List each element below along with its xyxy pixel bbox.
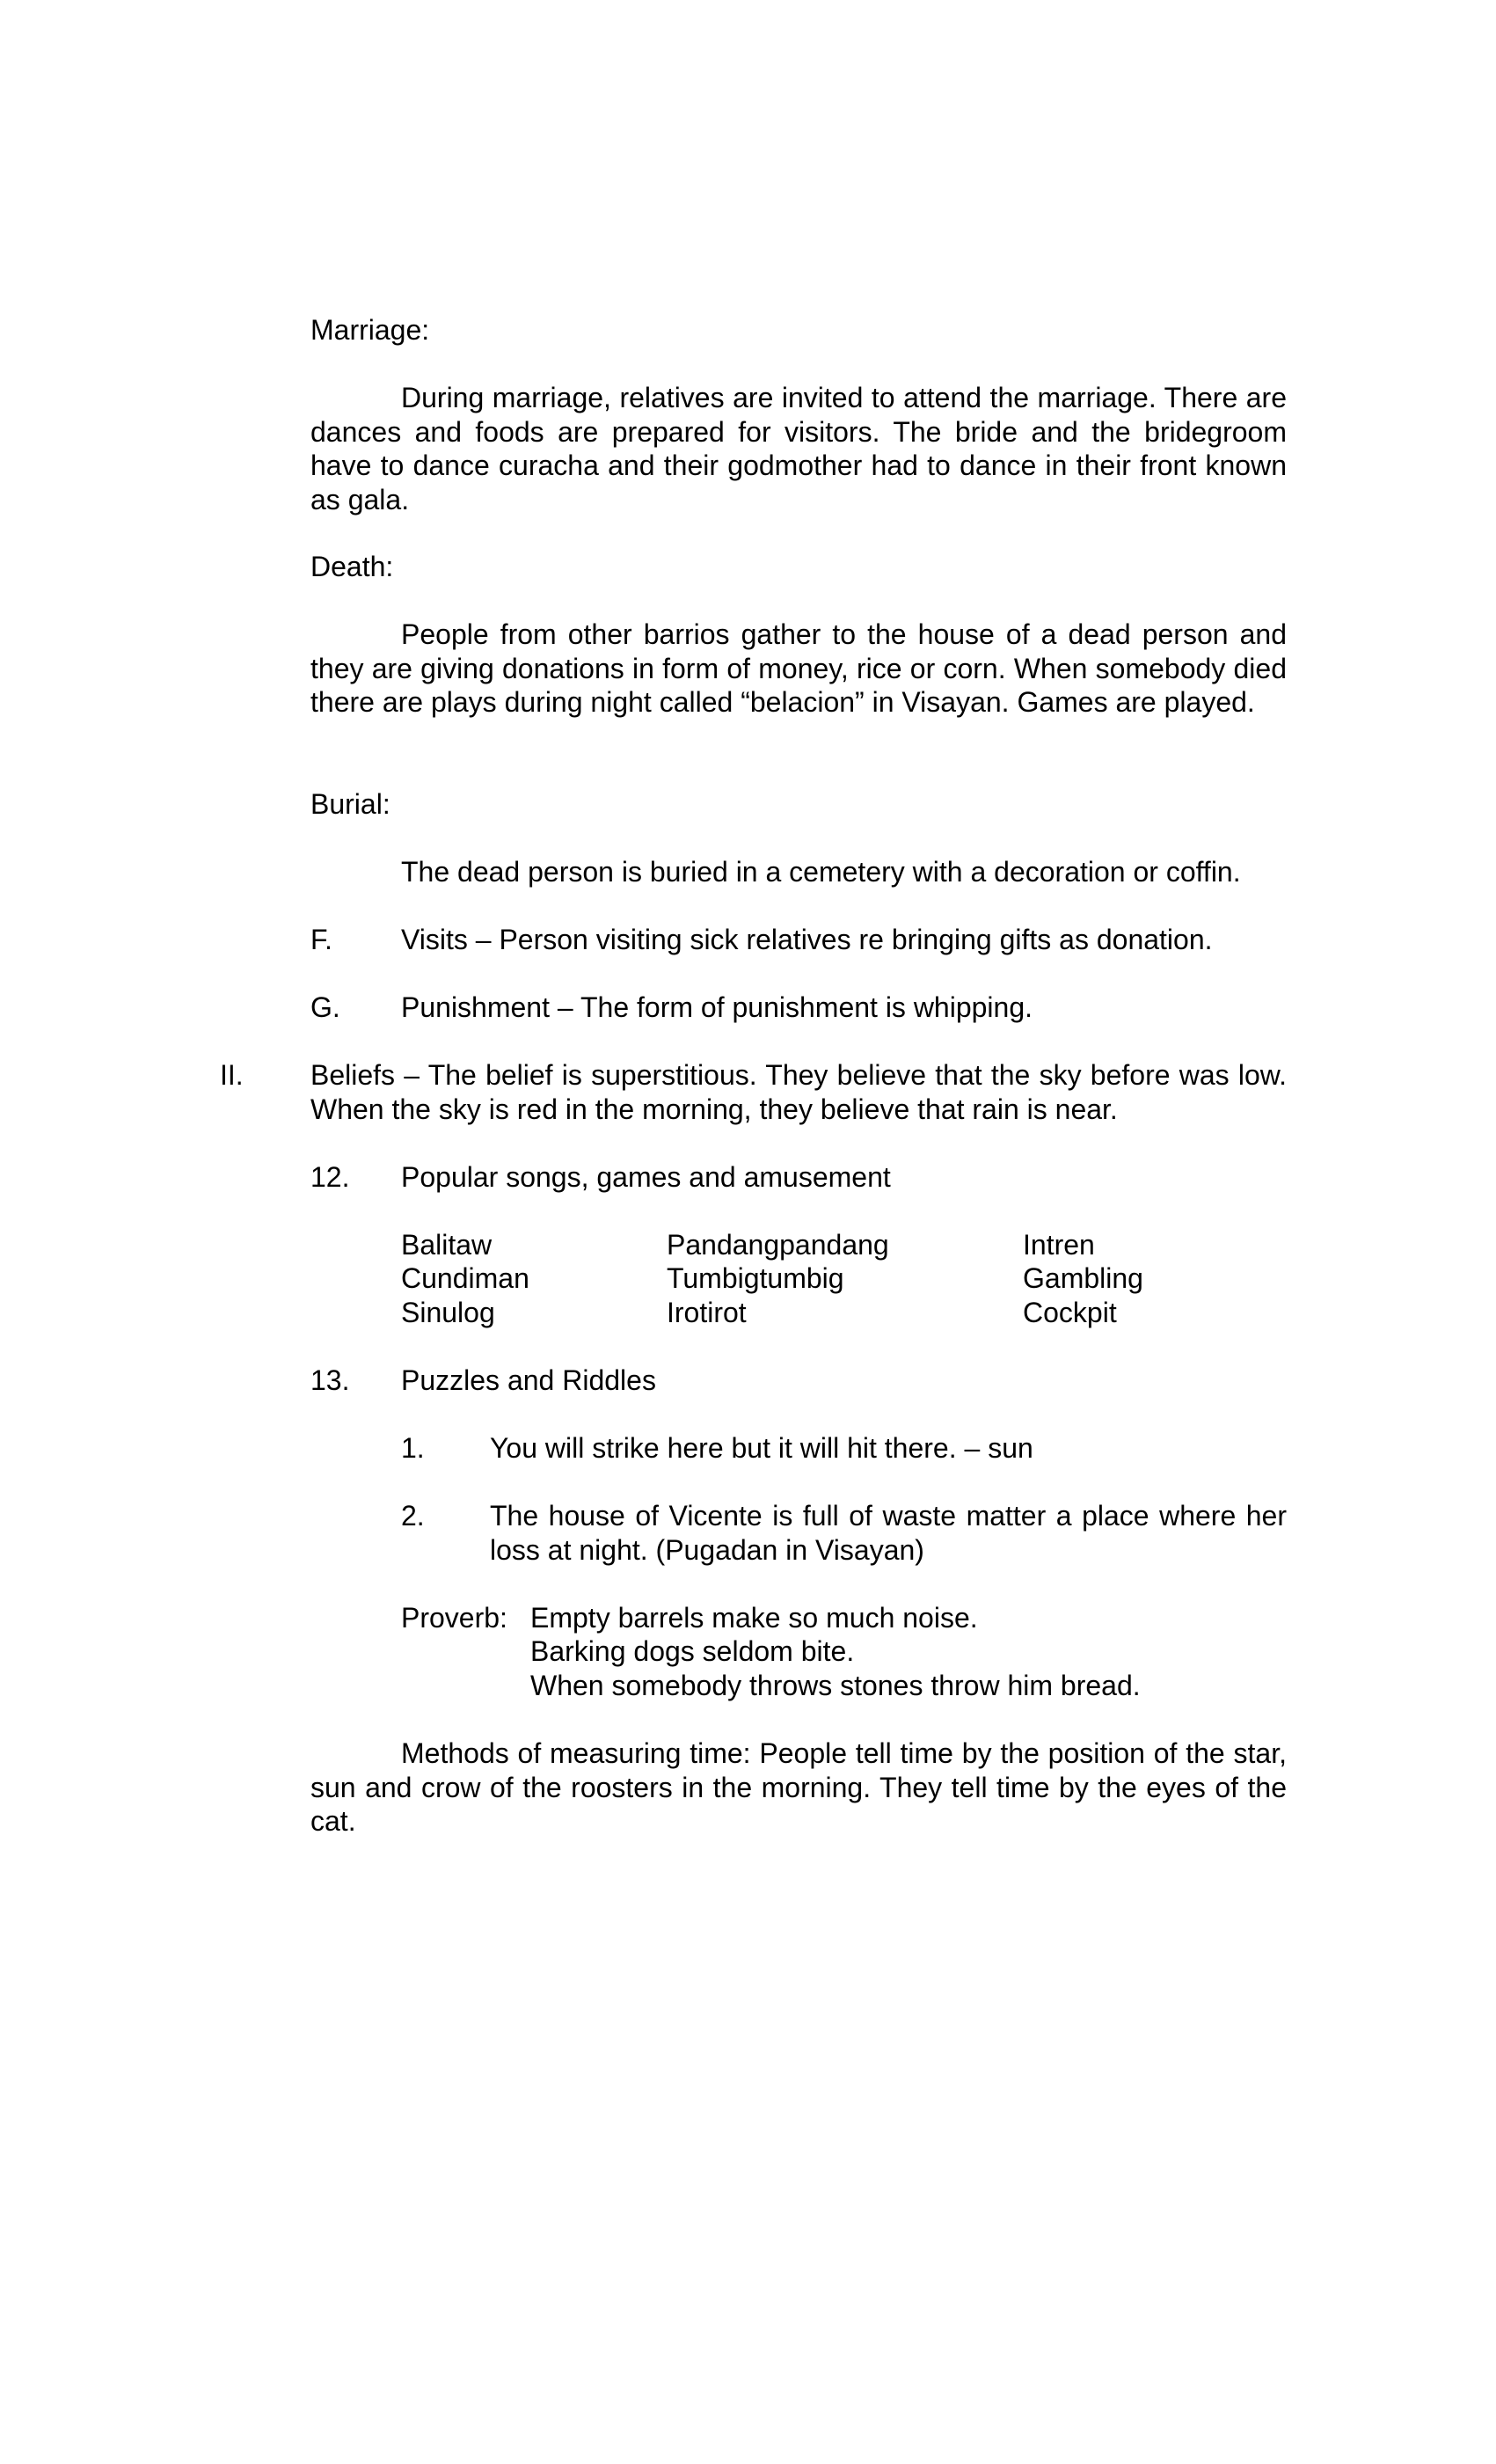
item-g-marker: G. xyxy=(310,991,340,1023)
list-item: Tumbigtumbig xyxy=(667,1262,844,1294)
riddle-2-text: The house of Vicente is full of waste matter a place where her loss at night. (Pugadan in Visayan) xyxy=(490,1500,1287,1566)
riddle-2-marker: 2. xyxy=(401,1500,425,1532)
item-13-text: Puzzles and Riddles xyxy=(401,1364,656,1396)
item-12-text: Popular songs, games and amusement xyxy=(401,1161,891,1193)
proverb-label: Proverb: xyxy=(401,1602,507,1634)
proverb-line: Empty barrels make so much noise. xyxy=(530,1602,978,1634)
marriage-paragraph: During marriage, relatives are invited to attend the marriage. There are dances and foods are prepared for visitors. The bride and the bridegroom have to dance curacha and their godmother had to dance in their front known as gala. xyxy=(310,382,1287,515)
death-heading: Death: xyxy=(310,551,394,582)
item-13-marker: 13. xyxy=(310,1364,350,1396)
methods-paragraph: Methods of measuring time: People tell time by the position of the star, sun and crow of the roosters in the morning. They tell time by the eyes of the cat. xyxy=(310,1737,1287,1837)
item-12-marker: 12. xyxy=(310,1161,350,1193)
list-item: Irotirot xyxy=(667,1297,747,1328)
list-item: Cundiman xyxy=(401,1262,529,1294)
item-f-text: Visits – Person visiting sick relatives re bringing gifts as donation. xyxy=(401,924,1213,955)
list-item: Balitaw xyxy=(401,1229,493,1261)
list-item: Intren xyxy=(1023,1229,1095,1261)
list-item: Gambling xyxy=(1023,1262,1143,1294)
list-item: Cockpit xyxy=(1023,1297,1117,1328)
marriage-heading: Marriage: xyxy=(310,314,430,346)
burial-heading: Burial: xyxy=(310,788,390,820)
item-ii-marker: II. xyxy=(220,1059,244,1091)
riddle-1-text: You will strike here but it will hit there. – sun xyxy=(490,1432,1033,1464)
item-ii-text: Beliefs – The belief is superstitious. They believe that the sky before was low. When the sky is red in the morning, they believe that rain is near. xyxy=(310,1059,1287,1125)
item-f-marker: F. xyxy=(310,924,332,955)
proverb-line: Barking dogs seldom bite. xyxy=(530,1635,855,1667)
list-item: Sinulog xyxy=(401,1297,495,1328)
proverb-line: When somebody throws stones throw him bread. xyxy=(530,1670,1141,1701)
list-item: Pandangpandang xyxy=(667,1229,889,1261)
death-paragraph: People from other barrios gather to the house of a dead person and they are giving donations in form of money, rice or corn. When somebody died there are plays during night called “belacion” in Visayan. Games are played. xyxy=(310,618,1287,718)
burial-paragraph: The dead person is buried in a cemetery with a decoration or coffin. xyxy=(401,856,1241,888)
item-g-text: Punishment – The form of punishment is whipping. xyxy=(401,991,1033,1023)
riddle-1-marker: 1. xyxy=(401,1432,425,1464)
